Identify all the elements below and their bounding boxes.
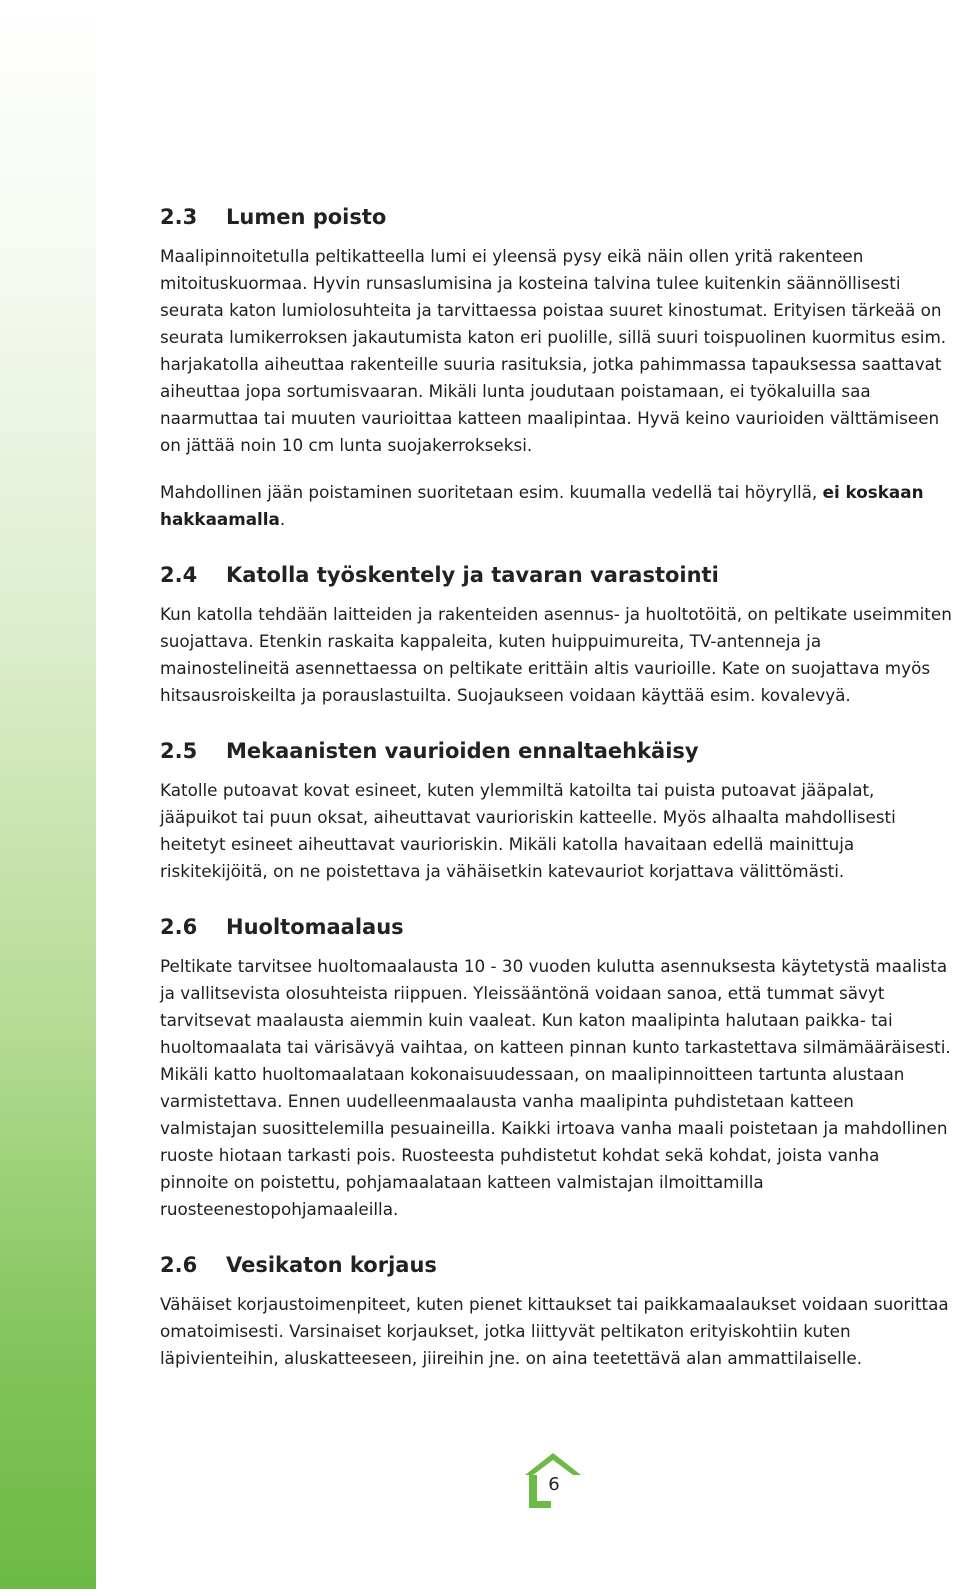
text-span: Mahdollinen jään poistaminen suoritetaan esim. kuumalla vedellä tai höyryllä, <box>160 482 823 502</box>
paragraph: Peltikate tarvitsee huoltomaalausta 10 - 30 vuoden kulutta asennuksesta käytetystä maalista ja vallitsevista olosuhteista riippuen. Yleissääntönä voidaan sanoa, että tummat sävyt tarvitsevat maalausta aiemmin kuin vaaleat. Kun katon maalipinta halutaan paikka- tai huoltomaalata tai värisävyä vaihtaa, on katteen pinnan kunto tarkastettava silmämääräisesti. Mikäli katto huoltomaalataan kokonaisuudessaan, on maalipinnoitteen tartunta alustaan varmistettava. Ennen uudelleenmaalausta vanha maalipinta puhdistetaan katteen valmistajan suosittelemilla pesuaineilla. Kaikki irtoava vanha maali poistetaan ja mahdollinen ruoste hiotaan tarkasti pois. Ruosteesta puhdistetut kohdat sekä kohdat, joista vanha pinnoite on poistettu, pohjamaalataan katteen valmistajan ilmoittamilla ruosteenestopohjamaaleilla. <box>160 956 951 1219</box>
section-heading-2-5 <box>160 737 952 765</box>
section-title: Lumen poisto <box>226 205 387 229</box>
section-title: Huoltomaalaus <box>226 915 404 939</box>
paragraph: Katolle putoavat kovat esineet, kuten ylemmiltä katoilta tai puista putoavat jääpalat, jääpuikot tai puun oksat, aiheuttavat vaurioriskin katteelle. Myös alhaalta mahdollisesti heitetyt esineet aiheuttavat vaurioriskin. Mikäli katolla havaitaan edellä mainittuja riskitekijöitä, on ne poistettava ja vähäisetkin katevauriot korjattava välittömästi. <box>160 780 896 881</box>
section-number: 2.6 <box>160 1253 198 1277</box>
section-heading-2-6-repair <box>160 1251 952 1279</box>
section-title: Mekaanisten vaurioiden ennaltaehkäisy <box>226 739 699 763</box>
paragraph-ice-removal <box>160 479 952 533</box>
paragraph: Maalipinnoitetulla peltikatteella lumi ei yleensä pysy eikä näin ollen yritä rakenteen mitoituskuormaa. Hyvin runsaslumisina ja kosteina talvina tulee kuitenkin säännöllisesti seurata katon lumiolosuhteita ja tarvittaessa poistaa suuret kinostumat. Erityisen tärkeää on seurata lumikerroksen jakautumista katon eri puolille, sillä suuri toispuolinen kuormitus esim. harjakatolla aiheuttaa rakenteille suuria rasituksia, jotka pahimmassa tapauksessa saattavat aiheuttaa jopa sortumisvaaran. Mikäli lunta joudutaan poistamaan, ei työkaluilla saa naarmuttaa tai muuten vaurioittaa katteen maalipintaa. Hyvä keino vaurioiden välttämiseen on jättää noin 10 cm lunta suojakerrokseksi. <box>160 246 947 455</box>
section-number: 2.3 <box>160 205 198 229</box>
section-heading-2-6-maintenance <box>160 913 952 941</box>
page-number: 6 <box>548 1474 560 1495</box>
section-heading-2-4 <box>160 561 952 589</box>
section-title: Katolla työskentely ja tavaran varastointi <box>226 563 719 587</box>
section-number: 2.4 <box>160 563 198 587</box>
section-title: Vesikaton korjaus <box>226 1253 437 1277</box>
section-number: 2.5 <box>160 739 198 763</box>
text-span: . <box>279 509 286 529</box>
emphasis-text: ei koskaan hakkaamalla <box>160 482 924 529</box>
side-gradient-band <box>0 0 96 1589</box>
document-body <box>160 203 952 1372</box>
section-heading-2-3 <box>160 203 952 231</box>
section-number: 2.6 <box>160 915 198 939</box>
paragraph: Vähäiset korjaustoimenpiteet, kuten pienet kittaukset tai paikkamaalaukset voidaan suorittaa omatoimisesti. Varsinaiset korjaukset, jotka liittyvät peltikaton erityiskohtiin kuten läpivienteihin, aluskatteeseen, jiireihin jne. on aina teetettävä alan ammattilaiselle. <box>160 1294 949 1368</box>
paragraph: Kun katolla tehdään laitteiden ja rakenteiden asennus- ja huoltotöitä, on peltikate useimmiten suojattava. Etenkin raskaita kappaleita, kuten huippuimureita, TV-antenneja ja mainostelineitä asennettaessa on peltikate erittäin altis vaurioille. Kate on suojattava myös hitsausroiskeilta ja porauslastuilta. Suojaukseen voidaan käyttää esim. kovalevyä. <box>160 604 952 705</box>
